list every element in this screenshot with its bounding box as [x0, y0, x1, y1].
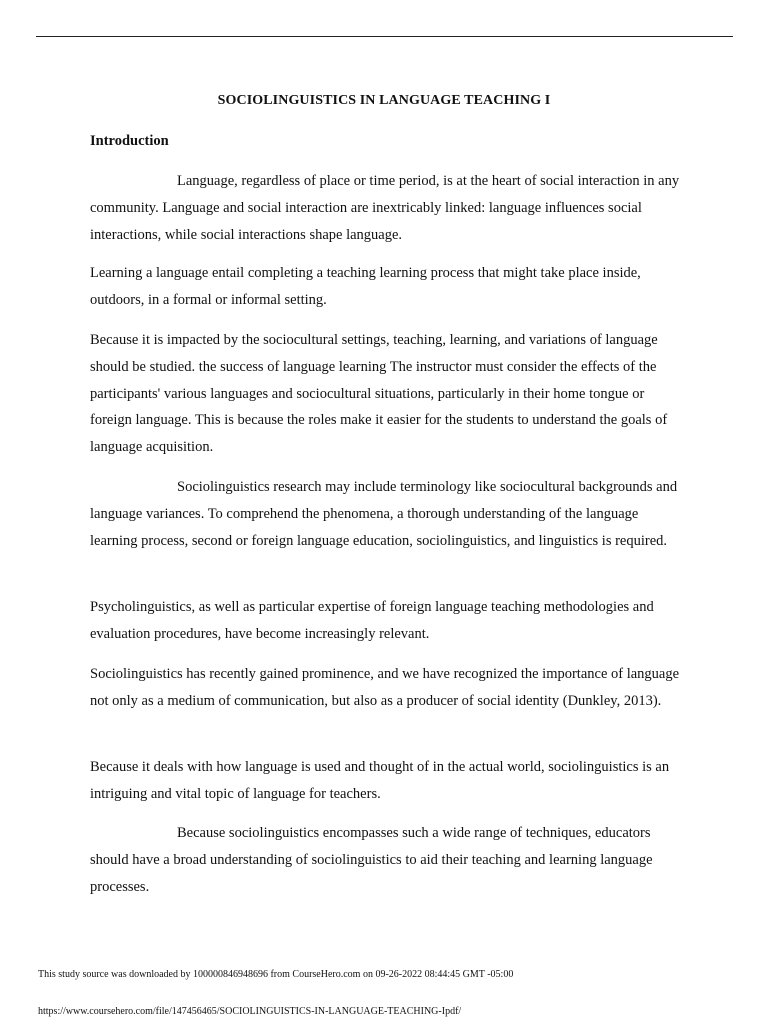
- paragraph-3: Because it is impacted by the sociocultural settings, teaching, learning, and variations of language should be studied. the success of language learning The instructor must consider the effects of the participants' various languages and sociocultural situations, particularly in their home tongue or foreign language. This is because the roles make it easier for the students to understand the goals of language acquisition.: [90, 332, 668, 456]
- section-heading-introduction: Introduction: [90, 133, 169, 149]
- document-title: SOCIOLINGUISTICS IN LANGUAGE TEACHING I: [217, 93, 551, 108]
- paragraph-4: Sociolinguistics research may include terminology like sociocultural backgrounds and language variances. To comprehend the phenomena, a thorough understanding of the language learning process, second or foreign language education, sociolinguistics, and linguistics is required.: [90, 479, 678, 549]
- paragraph-7: Because it deals with how language is used and thought of in the actual world, sociolinguistics is an intriguing and vital topic of language for teachers.: [90, 759, 670, 802]
- header-divider: [36, 36, 733, 37]
- paragraph-2: Learning a language entail completing a teaching learning process that might take place inside, outdoors, in a formal or informal setting.: [90, 265, 641, 308]
- paragraph-5: Psycholinguistics, as well as particular expertise of foreign language teaching methodologies and evaluation procedures, have become increasingly relevant.: [90, 599, 654, 642]
- source-url-link[interactable]: https://www.coursehero.com/file/147456465/SOCIOLINGUISTICS-IN-LANGUAGE-TEACHING-Ipdf/: [38, 1006, 462, 1017]
- paragraph-6: Sociolinguistics has recently gained prominence, and we have recognized the importance of language not only as a medium of communication, but also as a producer of social identity (Dunkley, 2013).: [90, 666, 680, 709]
- download-source-note: This study source was downloaded by 100000846948696 from CourseHero.com on 09-26-2022 08:44:45 GMT -05:00: [38, 969, 514, 980]
- paragraph-1: Language, regardless of place or time period, is at the heart of social interaction in any community. Language and social interaction are inextricably linked: language influences social interactions, while social interactions shape language.: [90, 173, 680, 243]
- paragraph-8: Because sociolinguistics encompasses such a wide range of techniques, educators should have a broad understanding of sociolinguistics to aid their teaching and learning language processes.: [90, 825, 653, 895]
